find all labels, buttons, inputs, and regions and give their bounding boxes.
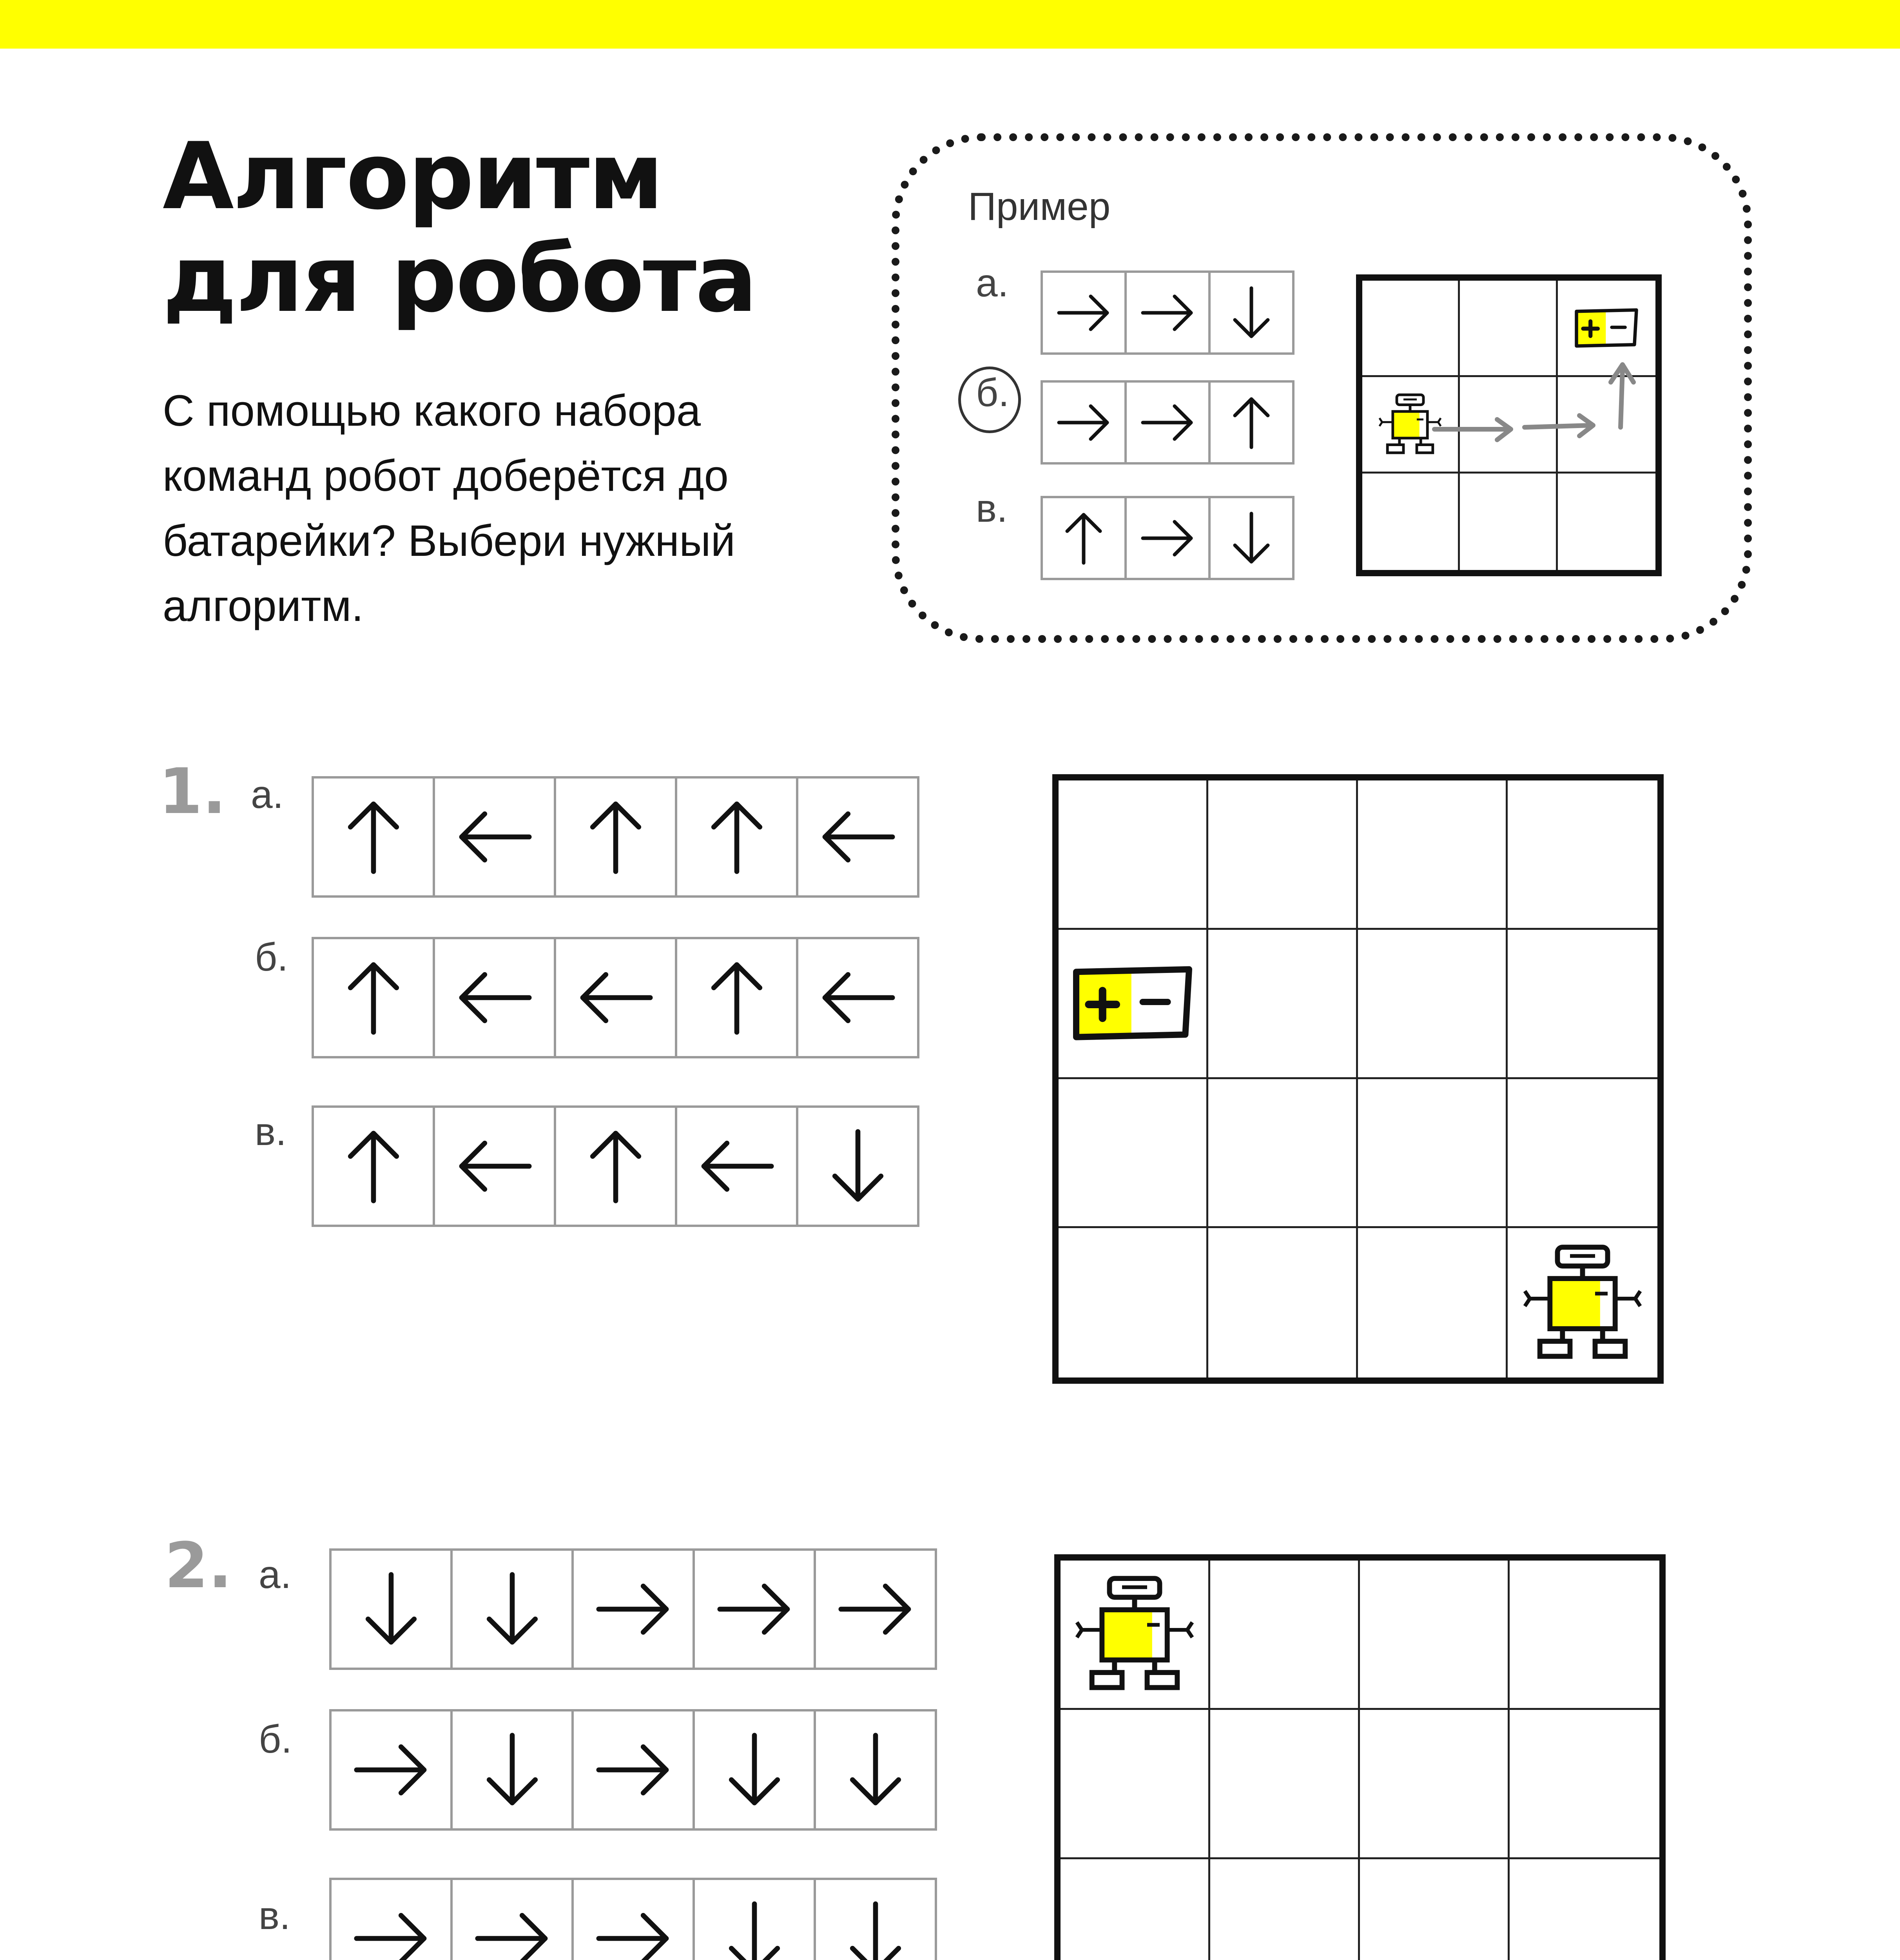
task-2-grid — [1054, 1554, 1666, 1960]
arrow-down-icon — [471, 1729, 553, 1811]
arrow-down-icon — [471, 1568, 553, 1650]
arrow-up-cell — [554, 776, 677, 898]
grid-cell — [1208, 1079, 1358, 1229]
arrow-up-cell — [312, 937, 435, 1058]
example-option-b-row[interactable] — [1041, 380, 1294, 465]
arrow-right-icon — [350, 1897, 432, 1960]
arrow-left-cell — [433, 776, 556, 898]
arrow-right-icon — [1138, 509, 1197, 568]
arrow-right-cell — [571, 1548, 695, 1670]
arrow-down-cell — [450, 1548, 574, 1670]
grid-cell — [1508, 930, 1657, 1079]
arrow-up-cell — [675, 776, 798, 898]
arrow-up-icon — [332, 1125, 415, 1207]
grid-cell — [1061, 1859, 1210, 1960]
arrow-down-icon — [834, 1897, 917, 1960]
arrow-right-cell — [329, 1709, 453, 1831]
example-label: Пример — [968, 185, 1111, 229]
task-1-option-c-letter: в. — [255, 1110, 286, 1154]
grid-cell — [1059, 780, 1208, 930]
arrow-left-icon — [817, 956, 899, 1039]
arrow-left-icon — [453, 1125, 536, 1207]
task-1-option-c-row[interactable] — [312, 1105, 919, 1227]
grid-cell — [1210, 1859, 1360, 1960]
example-option-c-row[interactable] — [1041, 496, 1294, 580]
grid-cell — [1358, 780, 1508, 930]
arrow-right-icon — [350, 1729, 432, 1811]
arrow-up-icon — [332, 956, 415, 1039]
grid-cell — [1061, 1561, 1210, 1710]
top-accent-bar — [0, 0, 1900, 49]
grid-cell — [1362, 474, 1460, 570]
grid-cell — [1510, 1561, 1659, 1710]
arrow-left-cell — [796, 937, 919, 1058]
task-1-option-b-letter: б. — [255, 935, 288, 979]
arrow-left-cell — [554, 937, 677, 1058]
arrow-down-cell — [1208, 270, 1294, 355]
grid-cell — [1510, 1859, 1659, 1960]
arrow-up-icon — [1054, 509, 1113, 568]
arrow-right-icon — [1138, 283, 1197, 342]
arrow-right-icon — [713, 1568, 796, 1650]
arrow-right-cell — [450, 1878, 574, 1960]
grid-cell — [1360, 1859, 1510, 1960]
robot-icon — [1520, 1243, 1645, 1363]
arrow-down-icon — [1222, 509, 1281, 568]
arrow-right-icon — [1138, 393, 1197, 452]
grid-cell — [1358, 1079, 1508, 1229]
arrow-down-cell — [693, 1709, 816, 1831]
example-option-b-letter: б. — [976, 371, 1010, 415]
grid-cell — [1059, 1228, 1208, 1377]
task-2-option-a-letter: а. — [259, 1553, 292, 1597]
task-2-option-c-letter: в. — [259, 1894, 290, 1938]
arrow-right-icon — [592, 1897, 674, 1960]
title-line-2: для робота — [163, 226, 756, 333]
grid-cell — [1208, 1228, 1358, 1377]
arrow-down-icon — [713, 1729, 796, 1811]
example-option-a-row[interactable] — [1041, 270, 1294, 355]
arrow-left-icon — [453, 796, 536, 878]
arrow-up-cell — [1041, 496, 1127, 580]
arrow-down-cell — [329, 1548, 453, 1670]
arrow-right-cell — [1124, 496, 1211, 580]
arrow-up-icon — [696, 956, 778, 1039]
arrow-right-icon — [592, 1729, 674, 1811]
grid-cell — [1059, 930, 1208, 1079]
arrow-right-icon — [1054, 393, 1113, 452]
arrow-right-cell — [693, 1548, 816, 1670]
arrow-up-icon — [1222, 393, 1281, 452]
instruction-text: С помощью какого набора команд робот доберётся до батарейки? Выбери нужный алгоритм. — [163, 386, 736, 630]
arrow-right-cell — [1041, 380, 1127, 465]
arrow-up-icon — [332, 796, 415, 878]
task-1-option-a-row[interactable] — [312, 776, 919, 898]
arrow-up-icon — [575, 1125, 657, 1207]
task-2-number: 2. — [165, 1529, 232, 1602]
arrow-left-cell — [433, 937, 556, 1058]
task-2-option-a-row[interactable] — [329, 1548, 937, 1670]
task-1-grid — [1052, 774, 1664, 1384]
arrow-right-cell — [571, 1709, 695, 1831]
arrow-up-cell — [312, 776, 435, 898]
arrow-right-cell — [1124, 380, 1211, 465]
arrow-right-cell — [1041, 270, 1127, 355]
arrow-right-icon — [834, 1568, 917, 1650]
task-2-option-b-letter: б. — [259, 1717, 292, 1761]
arrow-left-cell — [433, 1105, 556, 1227]
grid-cell — [1059, 1079, 1208, 1229]
grid-cell — [1061, 1710, 1210, 1859]
arrow-right-cell — [1124, 270, 1211, 355]
robot-icon — [1072, 1575, 1197, 1694]
grid-cell — [1208, 780, 1358, 930]
grid-cell — [1210, 1710, 1360, 1859]
grid-cell — [1358, 1228, 1508, 1377]
grid-cell — [1510, 1710, 1659, 1859]
arrow-down-cell — [796, 1105, 919, 1227]
arrow-right-cell — [814, 1548, 937, 1670]
arrow-down-icon — [834, 1729, 917, 1811]
grid-cell — [1508, 1228, 1657, 1377]
example-option-c-letter: в. — [976, 486, 1008, 530]
arrow-up-cell — [1208, 380, 1294, 465]
grid-cell — [1358, 930, 1508, 1079]
battery-icon — [1070, 964, 1195, 1042]
arrow-down-cell — [814, 1878, 937, 1960]
arrow-down-icon — [350, 1568, 432, 1650]
arrow-right-icon — [471, 1897, 553, 1960]
battery-icon — [1573, 307, 1640, 348]
arrow-right-icon — [1054, 283, 1113, 342]
arrow-right-cell — [329, 1878, 453, 1960]
arrow-right-icon — [592, 1568, 674, 1650]
grid-cell — [1360, 1710, 1510, 1859]
arrow-down-icon — [1222, 283, 1281, 342]
task-1-option-b-row[interactable] — [312, 937, 919, 1058]
arrow-up-icon — [575, 796, 657, 878]
arrow-down-cell — [450, 1709, 574, 1831]
arrow-down-icon — [817, 1125, 899, 1207]
example-option-a-letter: а. — [976, 261, 1009, 305]
arrow-left-icon — [575, 956, 657, 1039]
arrow-left-icon — [696, 1125, 778, 1207]
task-1-number: 1. — [159, 755, 227, 828]
page-title — [163, 125, 756, 331]
example-path-arrows-icon — [1427, 353, 1662, 455]
grid-cell — [1210, 1561, 1360, 1710]
arrow-up-cell — [675, 937, 798, 1058]
arrow-up-cell — [554, 1105, 677, 1227]
arrow-left-icon — [453, 956, 536, 1039]
arrow-left-cell — [675, 1105, 798, 1227]
arrow-down-cell — [693, 1878, 816, 1960]
grid-cell — [1360, 1561, 1510, 1710]
grid-cell — [1208, 930, 1358, 1079]
arrow-up-icon — [696, 796, 778, 878]
task-2-option-b-row[interactable] — [329, 1709, 937, 1831]
title-line-1: Алгоритм — [163, 123, 663, 230]
task-2-option-c-row[interactable] — [329, 1878, 937, 1960]
arrow-left-icon — [817, 796, 899, 878]
grid-cell — [1508, 1079, 1657, 1229]
arrow-up-cell — [312, 1105, 435, 1227]
arrow-right-cell — [571, 1878, 695, 1960]
arrow-down-icon — [713, 1897, 796, 1960]
arrow-down-cell — [1208, 496, 1294, 580]
grid-cell — [1558, 474, 1655, 570]
arrow-left-cell — [796, 776, 919, 898]
arrow-down-cell — [814, 1709, 937, 1831]
grid-cell — [1460, 474, 1557, 570]
grid-cell — [1508, 780, 1657, 930]
task-1-option-a-letter: а. — [251, 773, 284, 817]
